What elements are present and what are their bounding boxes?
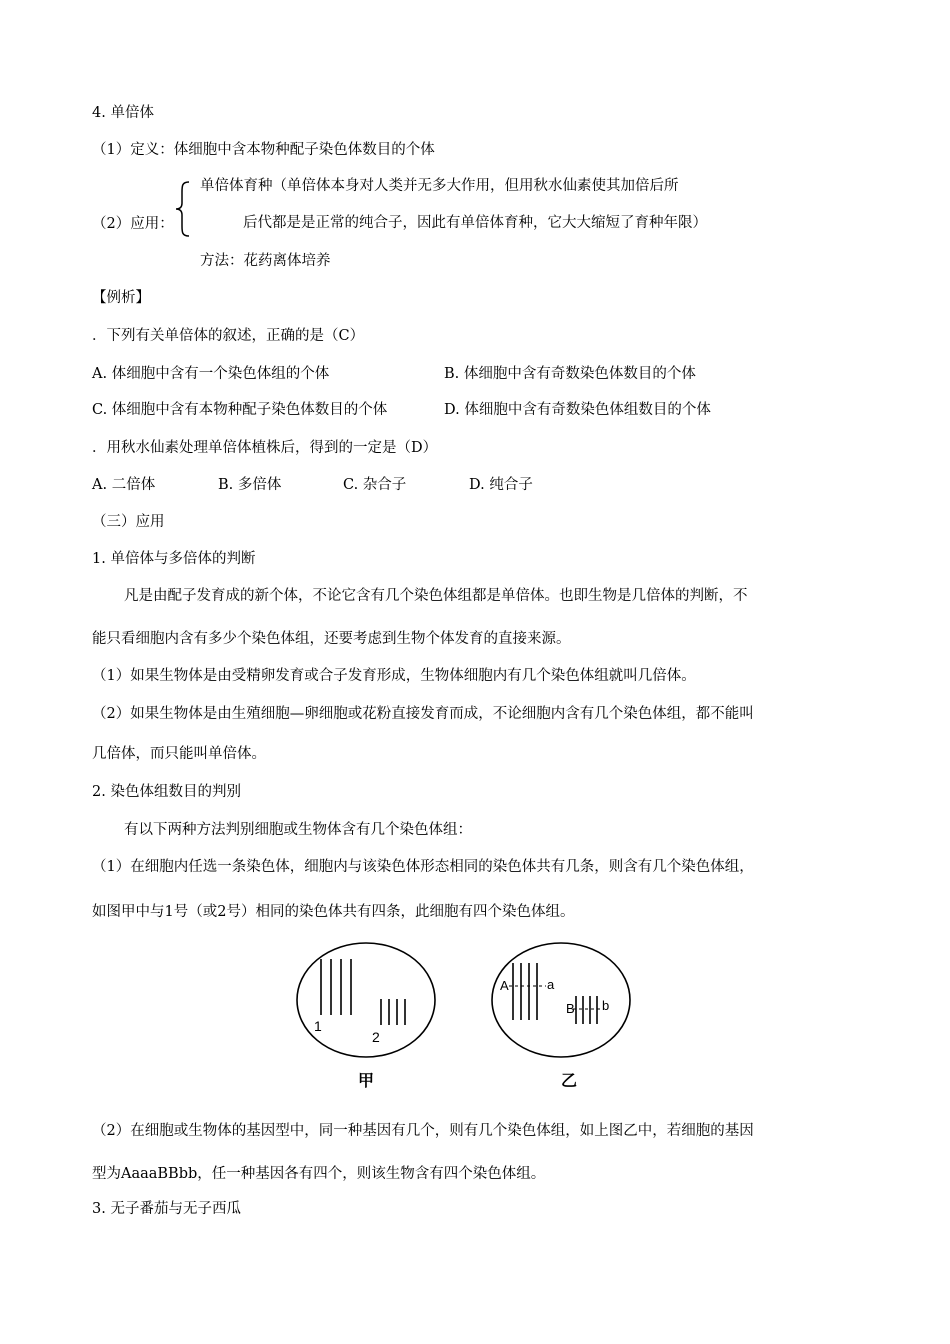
q1-option-c: C. 体细胞中含有本物种配子染色体数目的个体 xyxy=(92,402,388,418)
definition-line: （1）定义：体细胞中含本物种配子染色体数目的个体 xyxy=(92,142,435,158)
paragraph-2-item1-line1: （1）在细胞内任选一条染色体，细胞内与该染色体形态相同的染色体共有几条，则含有几个染色体组， xyxy=(92,859,754,875)
gene-label-b: b xyxy=(602,998,610,1013)
q1-option-d: D. 体细胞中含有奇数染色体组数目的个体 xyxy=(444,402,711,418)
paragraph-1-line1: 凡是由配子发育成的新个体，不论它含有几个染色体组都是单倍体。也即生物是几倍体的判断，不 xyxy=(124,588,748,604)
q2-option-c: C. 杂合子 xyxy=(343,477,407,493)
paragraph-2-item2-line2: 型为AaaaBBbb，任一种基因各有四个，则该生物含有四个染色体组。 xyxy=(92,1166,546,1182)
heading-seedless: 3. 无子番茄与无子西瓜 xyxy=(92,1201,241,1217)
application-breeding-line1: 单倍体育种（单倍体本身对人类并无多大作用，但用秋水仙素使其加倍后所 xyxy=(200,178,679,194)
paragraph-1-item1: （1）如果生物体是由受精卵发育或合子发育形成，生物体细胞内有几个染色体组就叫几倍体。 xyxy=(92,668,696,684)
paragraph-2-item1-line2: 如图甲中与1号（或2号）相同的染色体共有四条，此细胞有四个染色体组。 xyxy=(92,904,575,920)
chromosome-figure xyxy=(290,936,650,1096)
application-label: （2）应用： xyxy=(92,216,174,232)
q1-option-a: A. 体细胞中含有一个染色体组的个体 xyxy=(92,366,330,382)
cell-b xyxy=(492,943,630,1090)
gene-label-B: B xyxy=(566,1001,575,1016)
paragraph-1-item2-line2: 几倍体，而只能叫单倍体。 xyxy=(92,746,266,762)
application-breeding-line2: 后代都是是正常的纯合子，因此有单倍体育种，它大大缩短了育种年限） xyxy=(243,215,707,231)
example-title: 【例析】 xyxy=(92,290,150,306)
section-application: （三）应用 xyxy=(92,514,165,530)
application-method: 方法：花药离体培养 xyxy=(200,253,331,269)
question-2: ．用秋水仙素处理单倍体植株后，得到的一定是（D） xyxy=(92,440,438,456)
cell-a xyxy=(297,943,435,1090)
gene-label-a: a xyxy=(547,977,555,992)
heading-chromosome-sets: 2. 染色体组数目的判别 xyxy=(92,784,241,800)
curly-brace-icon xyxy=(173,180,193,238)
paragraph-2-item2-line1: （2）在细胞或生物体的基因型中，同一种基因有几个，则有几个染色体组，如上图乙中，若细胞的基因 xyxy=(92,1123,754,1139)
chromosome-label-1: 1 xyxy=(314,1018,322,1034)
heading-haploid: 4. 单倍体 xyxy=(92,105,154,121)
q2-option-a: A. 二倍体 xyxy=(92,477,156,493)
q1-option-b: B. 体细胞中含有奇数染色体数目的个体 xyxy=(444,366,696,382)
chromosome-label-2: 2 xyxy=(372,1029,380,1045)
paragraph-1-item2-line1: （2）如果生物体是由生殖细胞—卵细胞或花粉直接发育而成，不论细胞内含有几个染色体组，都不能叫 xyxy=(92,706,754,722)
heading-judgement: 1. 单倍体与多倍体的判断 xyxy=(92,551,256,567)
gene-label-A: A xyxy=(500,978,509,993)
paragraph-1-line2: 能只看细胞内含有多少个染色体组，还要考虑到生物个体发育的直接来源。 xyxy=(92,631,571,647)
caption-cell-a: 甲 xyxy=(358,1073,375,1090)
caption-cell-b: 乙 xyxy=(561,1073,578,1090)
q2-option-b: B. 多倍体 xyxy=(218,477,282,493)
paragraph-2-intro: 有以下两种方法判别细胞或生物体含有几个染色体组： xyxy=(124,822,472,838)
question-1: ．下列有关单倍体的叙述，正确的是（C） xyxy=(92,328,365,344)
q2-option-d: D. 纯合子 xyxy=(469,477,533,493)
